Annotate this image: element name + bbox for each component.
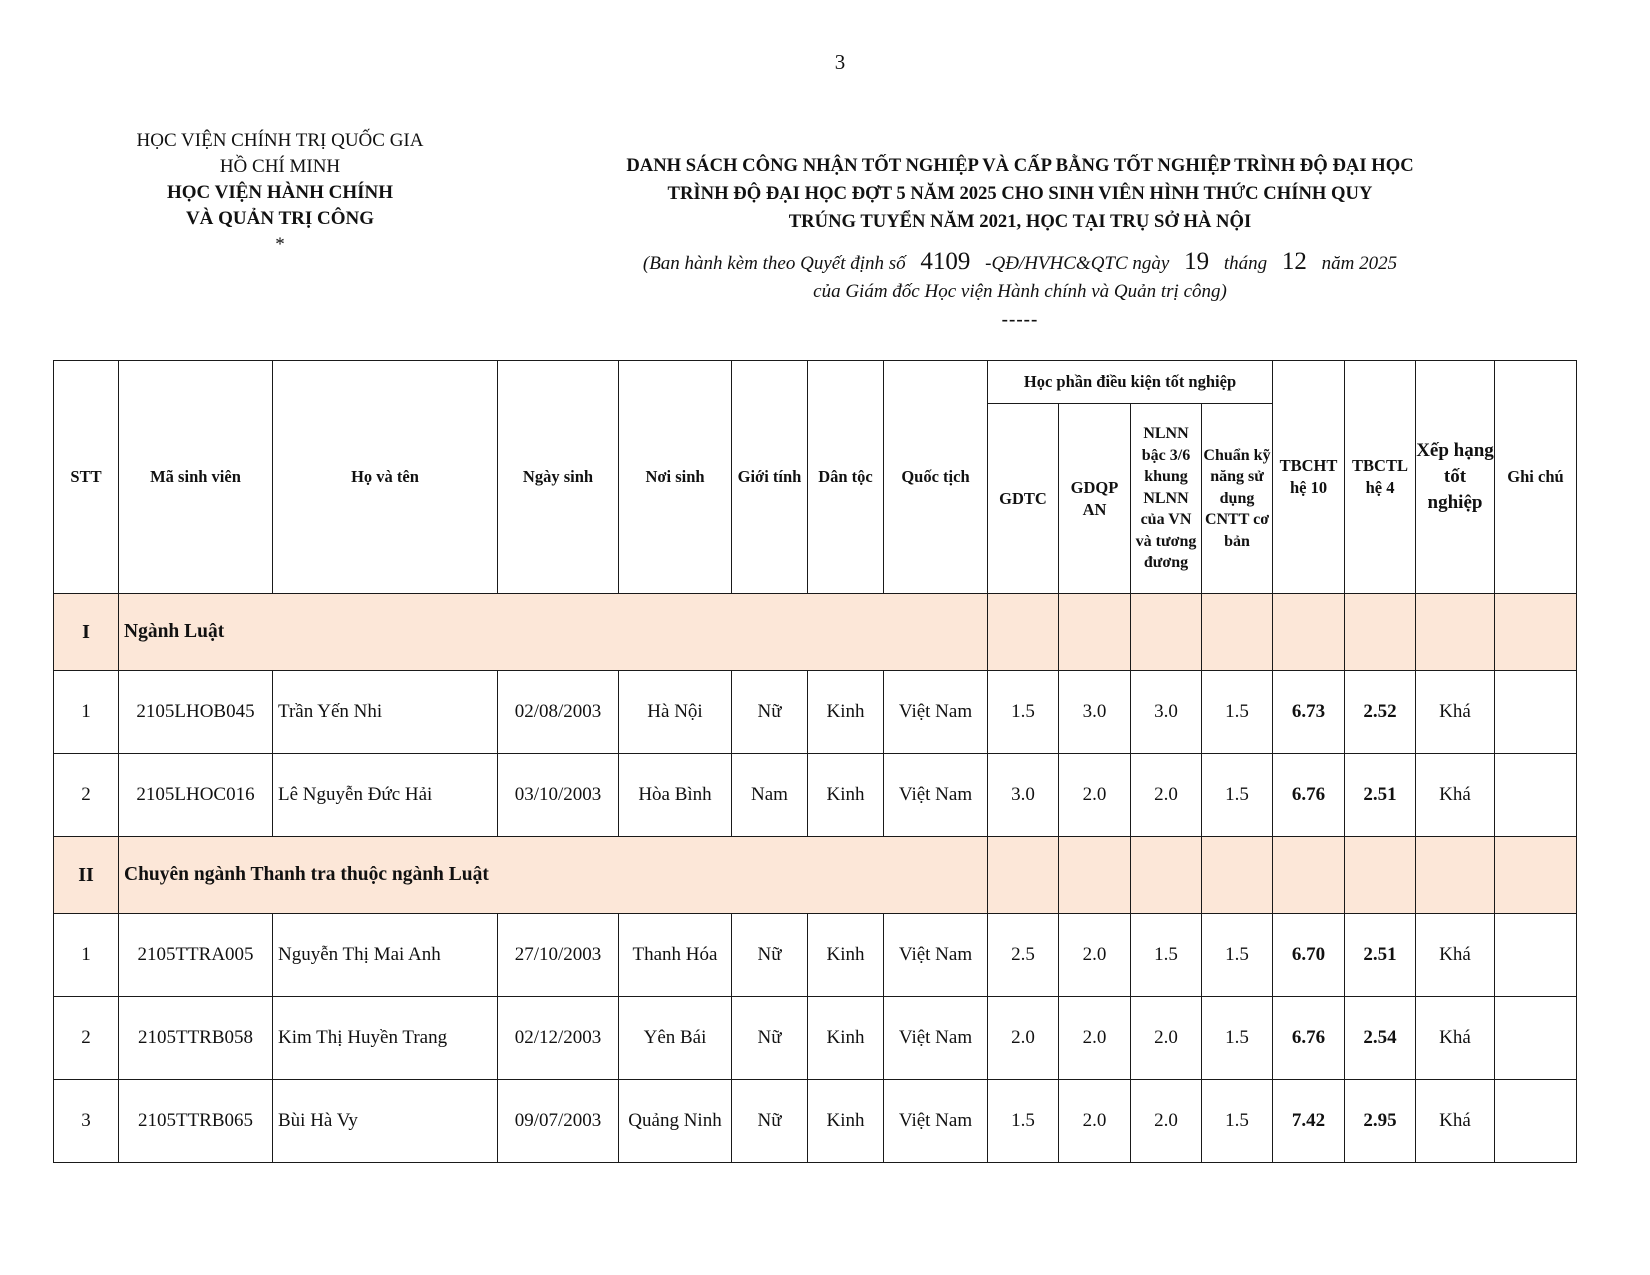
cell-gender: Nữ	[732, 1080, 808, 1163]
col-header-note: Ghi chú	[1495, 361, 1577, 594]
cell-dob: 02/08/2003	[498, 671, 619, 754]
cell-nationality: Việt Nam	[884, 997, 988, 1080]
cell-ethnicity: Kinh	[808, 997, 884, 1080]
table-row	[54, 754, 1577, 837]
decree-month-label: tháng	[1223, 253, 1268, 274]
cell-gdqpan: 3.0	[1059, 671, 1131, 754]
table-row	[54, 914, 1577, 997]
cell-birthplace: Hòa Bình	[619, 754, 732, 837]
col-header-cntt: Chuẩn kỹ năng sử dụng CNTT cơ bản	[1202, 404, 1273, 594]
cell-nationality: Việt Nam	[884, 914, 988, 997]
cell-cntt: 1.5	[1202, 914, 1273, 997]
cell-cntt: 1.5	[1202, 754, 1273, 837]
section-empty-cell	[1131, 837, 1202, 914]
section-empty-cell	[1273, 594, 1345, 671]
cell-birthplace: Yên Bái	[619, 997, 732, 1080]
cell-stt: 1	[54, 671, 119, 754]
col-header-student-id: Mã sinh viên	[119, 361, 273, 594]
cell-tbcht: 6.76	[1273, 997, 1345, 1080]
section-empty-cell	[988, 594, 1059, 671]
cell-nationality: Việt Nam	[884, 1080, 988, 1163]
col-header-nationality: Quốc tịch	[884, 361, 988, 594]
title-line-1: DANH SÁCH CÔNG NHẬN TỐT NGHIỆP VÀ CẤP BẰNG TỐT NGHIỆP TRÌNH ĐỘ ĐẠI HỌC	[626, 155, 1414, 176]
title-line-3: TRÚNG TUYỂN NĂM 2021, HỌC TẠI TRỤ SỞ HÀ NỘI	[788, 211, 1252, 232]
cell-dob: 27/10/2003	[498, 914, 619, 997]
cell-note	[1495, 1080, 1577, 1163]
cell-dob: 09/07/2003	[498, 1080, 619, 1163]
cell-tbctl: 2.51	[1345, 754, 1416, 837]
cell-nationality: Việt Nam	[884, 754, 988, 837]
section-empty-cell	[1202, 594, 1273, 671]
org-parent-line-1: HỌC VIỆN CHÍNH TRỊ QUỐC GIA	[136, 130, 424, 151]
decree-month: 12	[1281, 248, 1307, 275]
section-empty-cell	[1202, 837, 1273, 914]
cell-birthplace: Thanh Hóa	[619, 914, 732, 997]
section-number: II	[54, 837, 119, 914]
cell-dob: 03/10/2003	[498, 754, 619, 837]
cell-student-id: 2105TTRA005	[119, 914, 273, 997]
section-empty-cell	[1059, 594, 1131, 671]
page-number: 3	[834, 50, 846, 74]
col-header-gdqpan: GDQP AN	[1059, 404, 1131, 594]
cell-ethnicity: Kinh	[808, 671, 884, 754]
section-number: I	[54, 594, 119, 671]
section-empty-cell	[1131, 594, 1202, 671]
cell-cntt: 1.5	[1202, 1080, 1273, 1163]
section-empty-cell	[1059, 837, 1131, 914]
decree-code: -QĐ/HVHC&QTC ngày	[985, 253, 1170, 274]
cell-nationality: Việt Nam	[884, 671, 988, 754]
section-empty-cell	[1416, 837, 1495, 914]
cell-tbcht: 6.70	[1273, 914, 1345, 997]
col-header-rank: Xếp hạng tốt nghiệp	[1416, 361, 1495, 594]
cell-birthplace: Quảng Ninh	[619, 1080, 732, 1163]
table-row	[54, 671, 1577, 754]
cell-tbctl: 2.52	[1345, 671, 1416, 754]
cell-student-id: 2105LHOC016	[119, 754, 273, 837]
cell-rank: Khá	[1416, 997, 1495, 1080]
col-header-birthplace: Nơi sinh	[619, 361, 732, 594]
cell-gdqpan: 2.0	[1059, 1080, 1131, 1163]
cell-tbctl: 2.51	[1345, 914, 1416, 997]
table-row	[54, 1080, 1577, 1163]
cell-student-id: 2105TTRB065	[119, 1080, 273, 1163]
cell-rank: Khá	[1416, 1080, 1495, 1163]
col-header-gender: Giới tính	[732, 361, 808, 594]
table-body	[54, 594, 1577, 1163]
cell-gdqpan: 2.0	[1059, 754, 1131, 837]
cell-full-name: Nguyễn Thị Mai Anh	[273, 914, 498, 997]
cell-stt: 3	[54, 1080, 119, 1163]
section-row	[54, 594, 1577, 671]
issuing-organization	[100, 128, 460, 258]
table-row	[54, 997, 1577, 1080]
col-header-stt: STT	[54, 361, 119, 594]
decree-year: năm 2025	[1321, 253, 1398, 274]
cell-gdtc: 2.5	[988, 914, 1059, 997]
cell-ethnicity: Kinh	[808, 914, 884, 997]
cell-nlnn: 3.0	[1131, 671, 1202, 754]
cell-stt: 2	[54, 754, 119, 837]
org-name-line-2: VÀ QUẢN TRỊ CÔNG	[185, 208, 375, 229]
section-name: Ngành Luật	[119, 594, 988, 671]
cell-gdtc: 1.5	[988, 1080, 1059, 1163]
org-name-line-1: HỌC VIỆN HÀNH CHÍNH	[166, 182, 394, 203]
header-row-1	[54, 361, 1577, 404]
cell-full-name: Bùi Hà Vy	[273, 1080, 498, 1163]
cell-full-name: Trần Yến Nhi	[273, 671, 498, 754]
cell-note	[1495, 671, 1577, 754]
decree-line-2: của Giám đốc Học viện Hành chính và Quản trị công)	[813, 281, 1227, 302]
cell-student-id: 2105LHOB045	[119, 671, 273, 754]
cell-nlnn: 2.0	[1131, 754, 1202, 837]
decree-day: 19	[1184, 248, 1210, 275]
cell-dob: 02/12/2003	[498, 997, 619, 1080]
cell-birthplace: Hà Nội	[619, 671, 732, 754]
cell-stt: 2	[54, 997, 119, 1080]
section-empty-cell	[1345, 594, 1416, 671]
org-star: *	[275, 234, 285, 255]
cell-note	[1495, 914, 1577, 997]
cell-gdqpan: 2.0	[1059, 914, 1131, 997]
cell-gender: Nữ	[732, 671, 808, 754]
decree-line-1	[580, 248, 1460, 278]
cell-cntt: 1.5	[1202, 671, 1273, 754]
cell-tbcht: 7.42	[1273, 1080, 1345, 1163]
cell-tbctl: 2.95	[1345, 1080, 1416, 1163]
cell-gdtc: 1.5	[988, 671, 1059, 754]
cell-student-id: 2105TTRB058	[119, 997, 273, 1080]
cell-rank: Khá	[1416, 914, 1495, 997]
col-header-tbcht: TBCHT hệ 10	[1273, 361, 1345, 594]
cell-stt: 1	[54, 914, 119, 997]
section-empty-cell	[988, 837, 1059, 914]
section-row	[54, 837, 1577, 914]
col-header-ethnicity: Dân tộc	[808, 361, 884, 594]
cell-nlnn: 2.0	[1131, 1080, 1202, 1163]
cell-full-name: Lê Nguyễn Đức Hải	[273, 754, 498, 837]
section-empty-cell	[1416, 594, 1495, 671]
col-header-dob: Ngày sinh	[498, 361, 619, 594]
decree-prefix: (Ban hành kèm theo Quyết định số	[642, 253, 906, 274]
cell-tbcht: 6.76	[1273, 754, 1345, 837]
document-title	[589, 152, 1451, 236]
cell-nlnn: 1.5	[1131, 914, 1202, 997]
section-empty-cell	[1345, 837, 1416, 914]
col-header-nlnn: NLNN bậc 3/6 khung NLNN của VN và tương đương	[1131, 404, 1202, 594]
cell-tbcht: 6.73	[1273, 671, 1345, 754]
section-empty-cell	[1495, 594, 1577, 671]
decree-separator: -----	[1001, 309, 1039, 330]
cell-gender: Nữ	[732, 997, 808, 1080]
cell-ethnicity: Kinh	[808, 1080, 884, 1163]
cell-cntt: 1.5	[1202, 997, 1273, 1080]
org-parent-line-2: HỒ CHÍ MINH	[219, 156, 341, 177]
cell-gdtc: 2.0	[988, 997, 1059, 1080]
decree-number: 4109	[920, 248, 971, 275]
cell-ethnicity: Kinh	[808, 754, 884, 837]
cell-rank: Khá	[1416, 671, 1495, 754]
cell-tbctl: 2.54	[1345, 997, 1416, 1080]
col-header-tbctl: TBCTL hệ 4	[1345, 361, 1416, 594]
cell-note	[1495, 997, 1577, 1080]
cell-full-name: Kim Thị Huyền Trang	[273, 997, 498, 1080]
graduation-list-table	[53, 360, 1577, 1163]
col-header-full-name: Họ và tên	[273, 361, 498, 594]
decree-reference	[580, 248, 1460, 334]
section-name: Chuyên ngành Thanh tra thuộc ngành Luật	[119, 837, 988, 914]
col-header-gdtc: GDTC	[988, 404, 1059, 594]
section-empty-cell	[1273, 837, 1345, 914]
cell-gdtc: 3.0	[988, 754, 1059, 837]
cell-gdqpan: 2.0	[1059, 997, 1131, 1080]
section-empty-cell	[1495, 837, 1577, 914]
cell-rank: Khá	[1416, 754, 1495, 837]
cell-nlnn: 2.0	[1131, 997, 1202, 1080]
col-header-conditions-group: Học phần điều kiện tốt nghiệp	[988, 361, 1273, 404]
title-line-2: TRÌNH ĐỘ ĐẠI HỌC ĐỢT 5 NĂM 2025 CHO SINH VIÊN HÌNH THỨC CHÍNH QUY	[667, 183, 1373, 204]
cell-gender: Nữ	[732, 914, 808, 997]
cell-gender: Nam	[732, 754, 808, 837]
cell-note	[1495, 754, 1577, 837]
